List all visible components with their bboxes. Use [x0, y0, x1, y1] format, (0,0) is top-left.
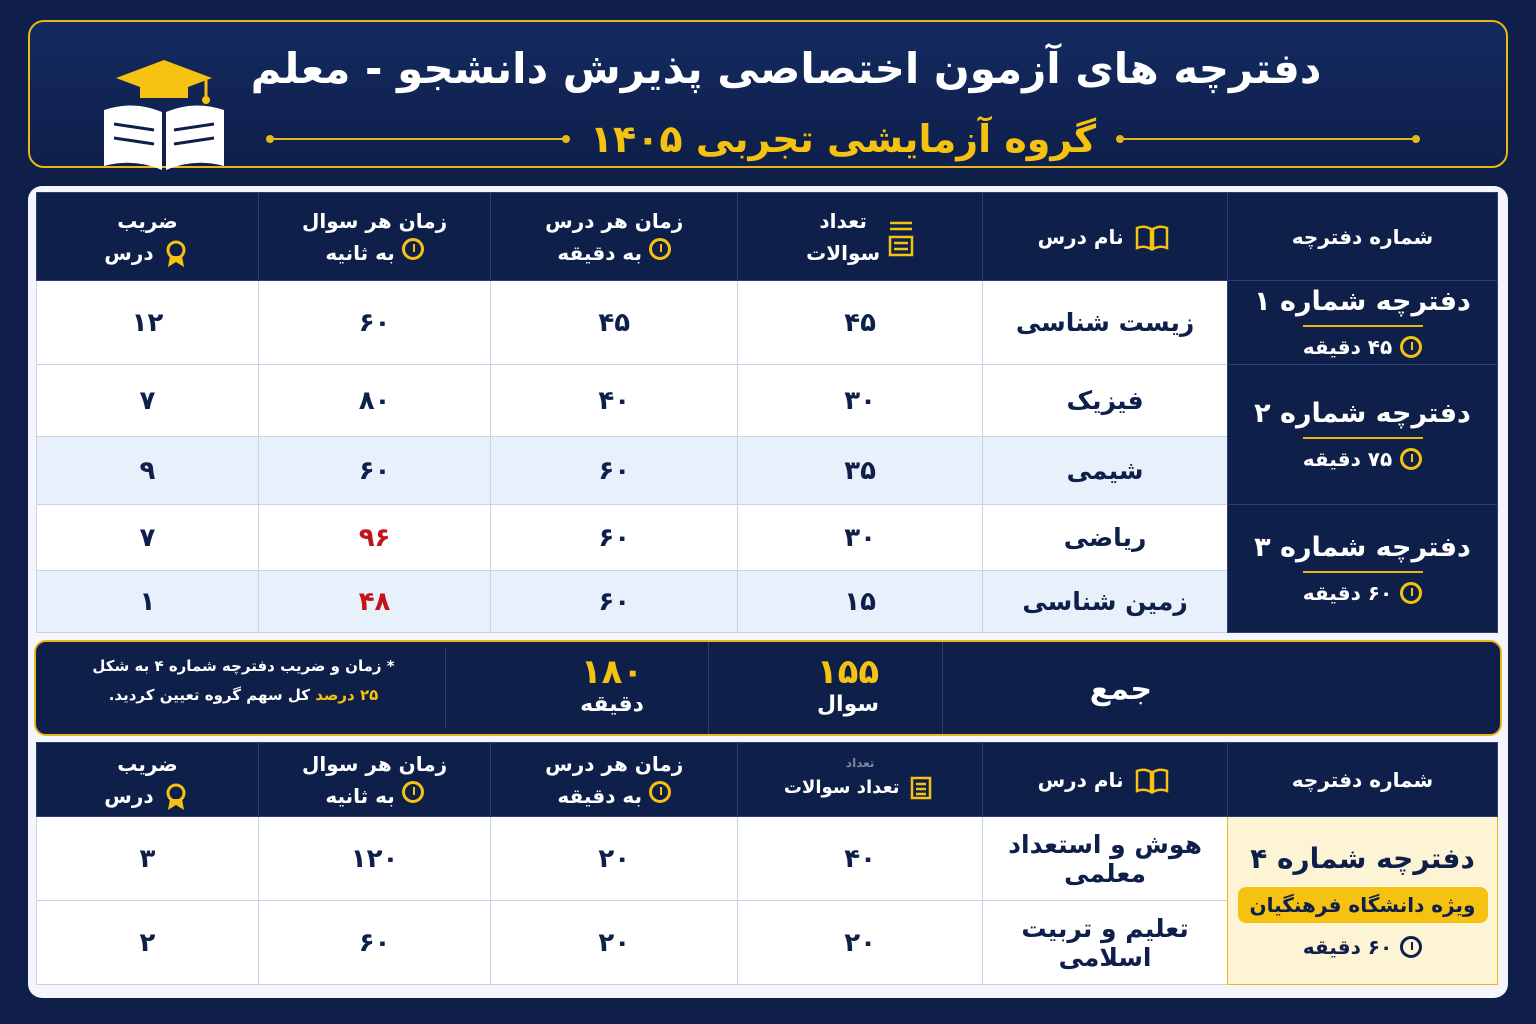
booklet-title: دفترچه شماره ۱: [1254, 286, 1471, 317]
header-question-time: زمان هر سوال به ثانیه: [258, 743, 490, 817]
course-name: زیست شناسی: [983, 281, 1228, 365]
table-row: [37, 365, 1498, 437]
booklet-3-cell: [1228, 505, 1498, 633]
clock-icon: [1400, 936, 1422, 958]
question-count: ۳۰: [738, 505, 983, 571]
question-count: ۱۵: [738, 571, 983, 633]
coefficient: ۳: [37, 817, 259, 901]
table-row: [37, 817, 1498, 901]
course-name: ریاضی: [983, 505, 1228, 571]
course-time: ۶۰: [491, 505, 738, 571]
header-coefficient: ضریب درس: [37, 743, 259, 817]
course-time: ۴۰: [491, 365, 738, 437]
header-booklet: شماره دفترچه: [1228, 743, 1498, 817]
course-name: هوش و استعداد معلمی: [983, 817, 1228, 901]
question-count: ۳۰: [738, 365, 983, 437]
course-name: تعلیم و تربیت اسلامی: [983, 901, 1228, 985]
question-time: ۶۰: [258, 281, 490, 365]
summary-questions: [798, 652, 898, 717]
question-time: ۱۲۰: [258, 817, 490, 901]
table-row: [37, 281, 1498, 365]
coefficient: ۷: [37, 505, 259, 571]
question-time: ۶۰: [258, 437, 490, 505]
exam-table-main: [36, 192, 1498, 633]
book-icon: [1135, 225, 1169, 251]
exam-table-booklet-4: [36, 742, 1498, 985]
course-time: ۶۰: [491, 437, 738, 505]
award-ribbon-icon: [165, 240, 187, 268]
booklet-duration: ۴۵ دقیقه: [1302, 335, 1393, 359]
header-question-time: زمان هر سوال به ثانیه: [258, 193, 490, 281]
note-highlight: ۲۵ درصد: [315, 685, 379, 704]
booklet-title: دفترچه شماره ۲: [1254, 398, 1471, 429]
summary-time: [562, 652, 662, 717]
question-time: ۹۶: [258, 505, 490, 571]
course-time: ۶۰: [491, 571, 738, 633]
award-ribbon-icon: [165, 783, 187, 811]
list-icon: [910, 776, 932, 800]
coefficient: ۱: [37, 571, 259, 633]
question-count: ۳۵: [738, 437, 983, 505]
header-course-time: زمان هر درس به دقیقه: [491, 193, 738, 281]
course-time: ۴۵: [491, 281, 738, 365]
summary-questions-value: ۱۵۵: [816, 652, 880, 692]
header-booklet: شماره دفترچه: [1228, 193, 1498, 281]
page-title: دفترچه های آزمون اختصاصی پذیرش دانشجو - معلم: [250, 44, 1322, 93]
header-question-count: تعداد تعداد سوالات: [738, 743, 983, 817]
list-icon: [888, 217, 914, 257]
header-coefficient: ضریب درس: [37, 193, 259, 281]
stopwatch-icon: [649, 781, 671, 803]
university-badge: ویژه دانشگاه فرهنگیان: [1238, 887, 1488, 923]
booklet-2-cell: [1228, 365, 1498, 505]
clock-icon: [1400, 336, 1422, 358]
book-icon: [1135, 768, 1169, 794]
course-time: ۲۰: [491, 817, 738, 901]
question-time: ۸۰: [258, 365, 490, 437]
booklet-duration: ۶۰ دقیقه: [1302, 935, 1393, 959]
header-course-time: زمان هر درس به دقیقه: [491, 743, 738, 817]
question-count: ۴۵: [738, 281, 983, 365]
coefficient: ۹: [37, 437, 259, 505]
stopwatch-icon: [402, 238, 424, 260]
coefficient: ۷: [37, 365, 259, 437]
summary-time-unit: دقیقه: [580, 692, 644, 717]
summary-bar: [34, 640, 1502, 736]
stopwatch-icon: [402, 781, 424, 803]
header-question-count: تعداد سوالات: [738, 193, 983, 281]
course-name: فیزیک: [983, 365, 1228, 437]
booklet-duration: ۶۰ دقیقه: [1302, 581, 1393, 605]
content-panel: [28, 186, 1508, 998]
booklet-title: دفترچه شماره ۳: [1254, 532, 1471, 563]
summary-questions-unit: سوال: [816, 692, 880, 717]
header-course: نام درس: [983, 743, 1228, 817]
question-time: ۴۸: [258, 571, 490, 633]
stopwatch-icon: [649, 238, 671, 260]
coefficient: ۱۲: [37, 281, 259, 365]
course-name: شیمی: [983, 437, 1228, 505]
booklet-4-cell: [1228, 817, 1498, 985]
subtitle-row: [270, 114, 1416, 164]
clock-icon: [1400, 582, 1422, 604]
header-banner: [28, 20, 1508, 168]
course-name: زمین شناسی: [983, 571, 1228, 633]
booklet-duration: ۷۵ دقیقه: [1302, 447, 1393, 471]
clock-icon: [1400, 448, 1422, 470]
course-time: ۲۰: [491, 901, 738, 985]
question-count: ۴۰: [738, 817, 983, 901]
coefficient: ۲: [37, 901, 259, 985]
summary-time-value: ۱۸۰: [580, 652, 644, 692]
summary-label: جمع: [1089, 672, 1152, 707]
summary-note: * زمان و ضریب دفترچه شماره ۴ به شکل ۲۵ درصد کل سهم گروه تعیین کردید.: [42, 648, 446, 728]
divider-line: [1120, 138, 1416, 140]
question-count: ۲۰: [738, 901, 983, 985]
table-row: [37, 505, 1498, 571]
divider-line: [270, 138, 566, 140]
booklet-title: دفترچه شماره ۴: [1250, 842, 1475, 875]
booklet-1-cell: [1228, 281, 1498, 365]
question-time: ۶۰: [258, 901, 490, 985]
header-course: نام درس: [983, 193, 1228, 281]
page-subtitle: گروه آزمایشی تجربی ۱۴۰۵: [589, 117, 1097, 161]
